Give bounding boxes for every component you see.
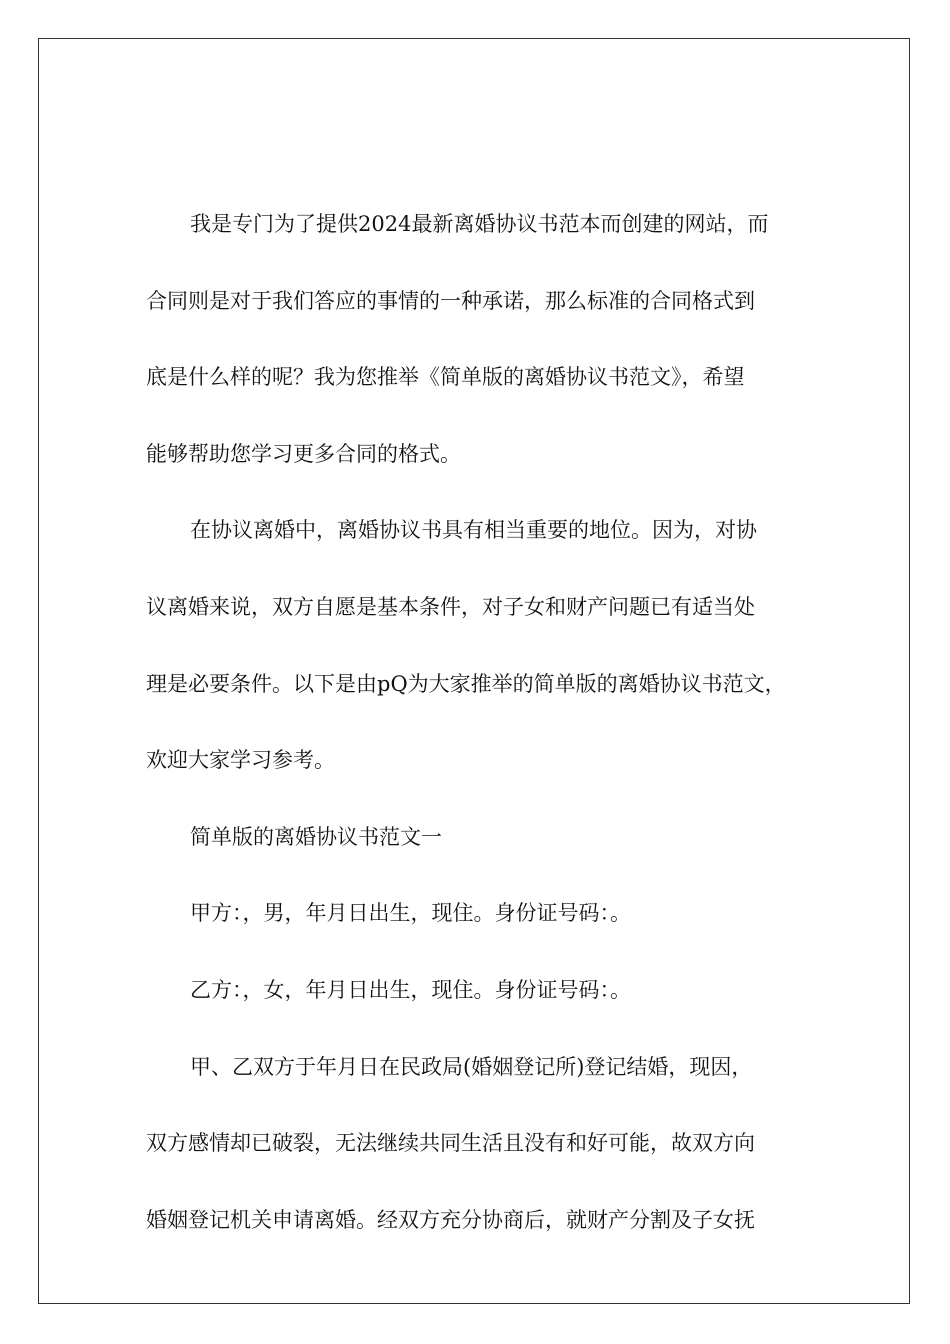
paragraph-2-line-3: 理是必要条件。以下是由pQ为大家推举的简单版的离婚协议书范文， [146, 671, 786, 696]
paragraph-6-line-1: 甲、乙双方于年月日在民政局(婚姻登记所)登记结婚，现因， [190, 1054, 753, 1079]
paragraph-1-line-4: 能够帮助您学习更多合同的格式。 [146, 441, 461, 466]
paragraph-1-line-1: 我是专门为了提供2024最新离婚协议书范本而创建的网站，而 [190, 212, 769, 236]
paragraph-1-line-2: 合同则是对于我们答应的事情的一种承诺，那么标准的合同格式到 [146, 288, 755, 313]
document-body [146, 202, 818, 1274]
paragraph-6-line-3: 婚姻登记机关申请离婚。经双方充分协商后，就财产分割及子女抚 [146, 1207, 755, 1232]
paragraph-2-line-2: 议离婚来说，双方自愿是基本条件，对子女和财产问题已有适当处 [146, 594, 755, 619]
paragraph-2-line-1: 在协议离婚中，离婚协议书具有相当重要的地位。因为，对协 [190, 518, 757, 543]
paragraph-2-line-4: 欢迎大家学习参考。 [146, 748, 335, 773]
party-b-line: 乙方：，女，年月日出生，现住。身份证号码：。 [190, 977, 631, 1002]
paragraph-6-line-2: 双方感情却已破裂，无法继续共同生活且没有和好可能，故双方向 [146, 1131, 755, 1156]
party-a-line: 甲方：，男，年月日出生，现住。身份证号码：。 [190, 901, 631, 926]
section-title: 简单版的离婚协议书范文一 [190, 824, 442, 849]
paragraph-1-line-3: 底是什么样的呢？我为您推举《简单版的离婚协议书范文》，希望 [146, 365, 745, 390]
